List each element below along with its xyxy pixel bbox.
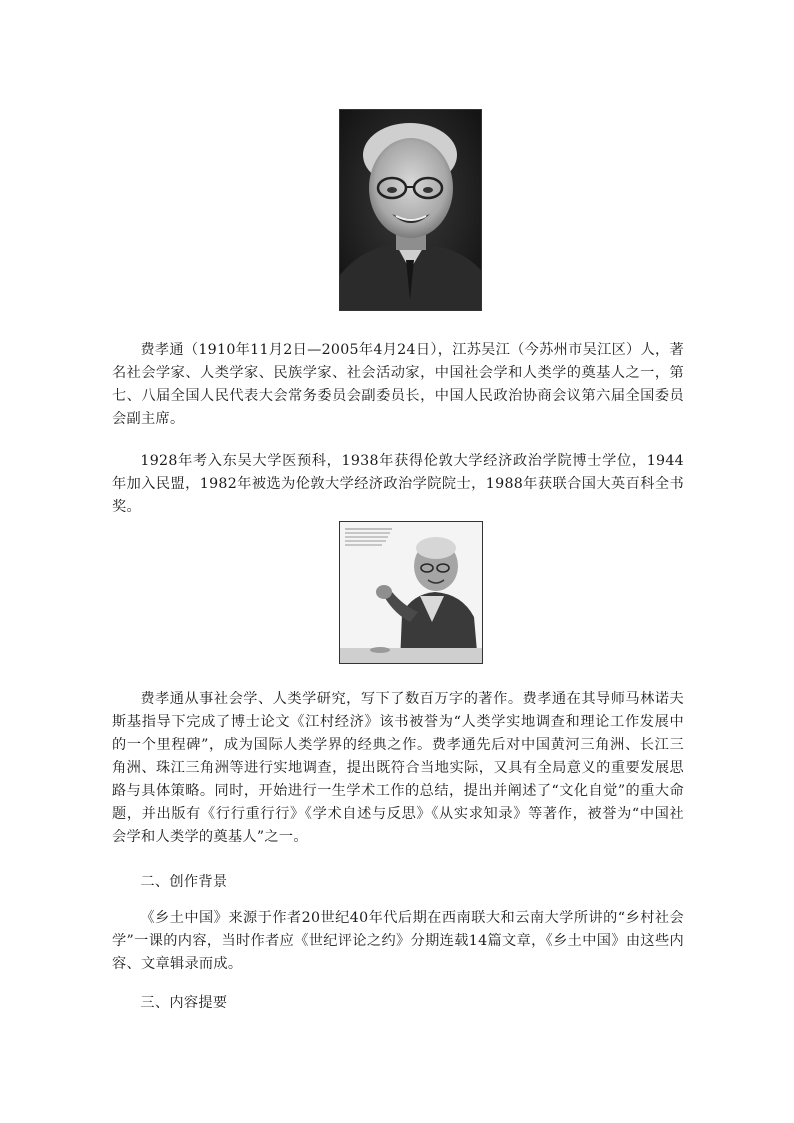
research-paragraph: 费孝通从事社会学、人类学研究，写下了数百万字的著作。费孝通在其导师马林诺夫斯基指导下完成了博士论文《江村经济》该书被誉为“人类学实地调查和理论工作发展中的一个里程碑”，成为国际人类学界的经典之作。费孝通先后对中国黄河三角洲、长江三角洲、珠江三角洲等进行实地调查，提出既符合当地实际，又具有全局意义的重要发展思路与具体策略。同时，开始进行一生学术工作的总结，提出并阐述了“文化自觉”的重大命题，并出版有《行行重行行》《学术自述与反思》《从实求知录》等著作，被誉为“中国社会学和人类学的奠基人”之一。 (112, 691, 684, 845)
section-heading-background: 二、创作背景 (140, 874, 228, 890)
portrait-photo-icon (340, 110, 481, 310)
section-heading-summary: 三、内容提要 (140, 995, 228, 1011)
gesture-photo (339, 521, 483, 664)
portrait-photo-icon (340, 522, 482, 663)
portrait-photo (339, 109, 482, 311)
biography-paragraph: 费孝通（1910年11月2日—2005年4月24日），江苏吴江（今苏州市吴江区）人，著名社会学家、人类学家、民族学家、社会活动家，中国社会学和人类学的奠基人之一，第七、八届全国人民代表大会常务委员会副委员长，中国人民政治协商会议第六届全国委员会副主席。 (112, 342, 685, 427)
career-paragraph: 1928年考入东吴大学医预科，1938年获得伦敦大学经济政治学院博士学位，1944年加入民盟，1982年被选为伦敦大学经济政治学院院士，1988年获联合国大英百科全书奖。 (112, 453, 684, 515)
background-paragraph: 《乡土中国》来源于作者20世纪40年代后期在西南联大和云南大学所讲的“乡村社会学”一课的内容，当时作者应《世纪评论之约》分期连载14篇文章，《乡土中国》由这些内容、文章辑录而成。 (112, 910, 684, 972)
